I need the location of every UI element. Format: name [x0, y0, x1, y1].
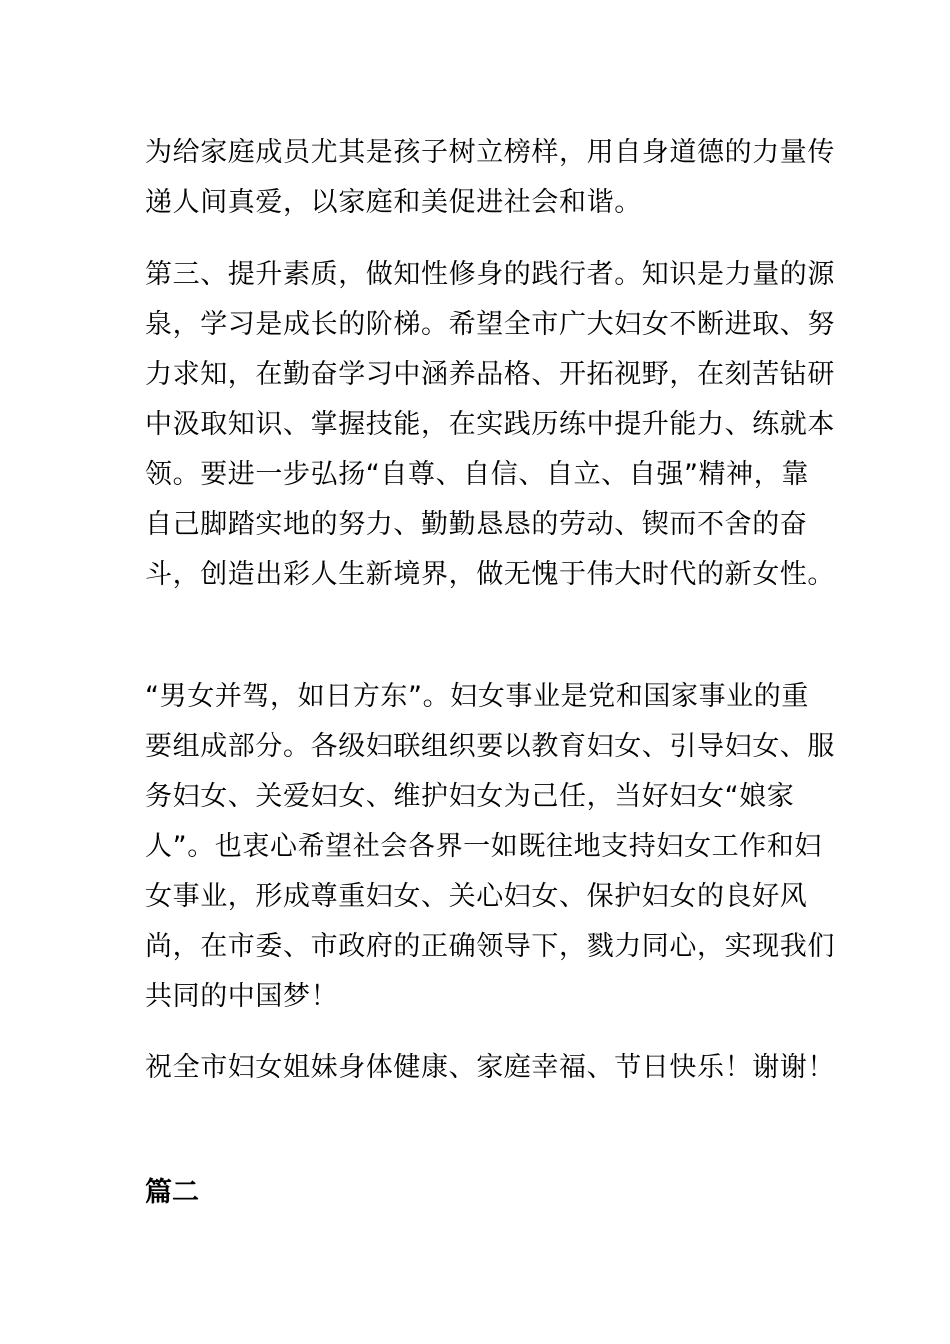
- paragraph-closing-wishes: 祝全市妇女姐妹身体健康、家庭幸福、节日快乐！谢谢！: [145, 1052, 835, 1083]
- section-heading: 篇二: [145, 1177, 199, 1208]
- paragraph-family-role-model: 为给家庭成员尤其是孩子树立榜样，用自身道德的力量传递人间真爱，以家庭和美促进社会和谐。: [145, 137, 835, 218]
- paragraph-gender-equality: “男女并驾，如日方东”。妇女事业是党和国家事业的重要组成部分。各级妇联组织要以教育妇女、引导妇女、服务妇女、关爱妇女、维护妇女为己任，当好妇女“娘家人”。也衷心希望社会各界一如既往地支持妇女工作和妇女事业，形成尊重妇女、关心妇女、保护妇女的良好风尚，在市委、市政府的正确领导下，戮力同心，实现我们共同的中国梦！: [145, 681, 835, 1012]
- paragraph-third-improve-quality: 第三、提升素质，做知性修身的践行者。知识是力量的源泉，学习是成长的阶梯。希望全市广大妇女不断进取、努力求知，在勤奋学习中涵养品格、开拓视野，在刻苦钻研中汲取知识、掌握技能，在实践历练中提升能力、练就本领。要进一步弘扬“自尊、自信、自立、自强”精神，靠自己脚踏实地的努力、勤勤恳恳的劳动、锲而不舍的奋斗，创造出彩人生新境界，做无愧于伟大时代的新女性。: [145, 259, 835, 590]
